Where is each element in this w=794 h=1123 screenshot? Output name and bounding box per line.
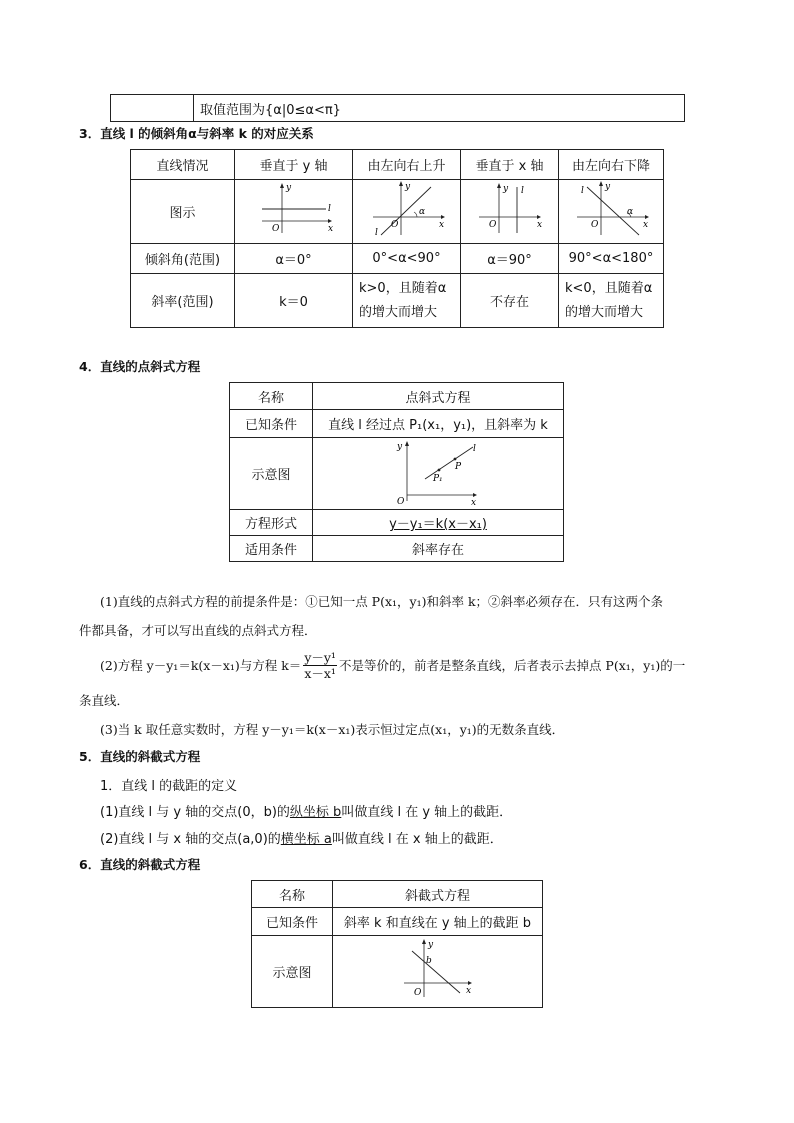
note3: (3)当 k 取任意实数时，方程 y－y₁＝k(x－x₁)表示恒过定点(x₁，y₁)的无数条直线． (100, 722, 565, 737)
svg-text:l: l (581, 185, 584, 196)
intercept-def-2-post: 叫做直线 l 在 x 轴上的截距． (331, 832, 503, 847)
slope-falling-line1: k<0，且随着α (565, 280, 653, 296)
figure-falling-line (559, 180, 664, 244)
note2-line1 (100, 650, 685, 681)
figure-row-label: 图示 (131, 180, 235, 244)
ps-applicable-value: 斜率存在 (313, 536, 564, 562)
svg-text:x: x (471, 497, 477, 505)
note2-fraction (303, 650, 337, 681)
slope-perp-y: k＝0 (235, 274, 353, 328)
angle-falling: 90°<α<180° (559, 244, 664, 274)
intercept-def-2 (100, 828, 503, 847)
svg-text:y: y (605, 181, 611, 192)
si-condition-value: 斜率 k 和直线在 y 轴上的截距 b (333, 908, 543, 936)
intercept-def-2-pre: (2)直线 l 与 x 轴的交点(a,0)的 (100, 832, 281, 847)
svg-text:x: x (465, 985, 471, 996)
header-line-situation: 直线情况 (131, 150, 235, 180)
section5-heading: 5．直线的斜截式方程 (79, 749, 201, 764)
svg-text:O: O (271, 223, 279, 234)
slope-falling-line2: 的增大而增大 (565, 304, 644, 320)
svg-text:x: x (438, 219, 444, 230)
si-name-label: 名称 (252, 881, 333, 908)
ps-name-value: 点斜式方程 (313, 383, 564, 410)
ps-form-value (313, 510, 564, 536)
ps-form-label: 方程形式 (230, 510, 313, 536)
svg-text:x: x (643, 219, 649, 230)
slope-intercept-table (251, 880, 543, 1008)
range-table (110, 94, 685, 122)
figure-horizontal-line (235, 180, 353, 244)
svg-text:l: l (327, 203, 331, 214)
note1-line2: 件都具备，才可以写出直线的点斜式方程． (79, 623, 317, 638)
svg-text:y: y (404, 181, 410, 192)
svg-text:y: y (397, 441, 403, 452)
note2-line2: 条直线． (79, 693, 130, 708)
ps-diagram (313, 438, 564, 510)
svg-text:O: O (591, 219, 599, 230)
intercept-def-1 (100, 801, 512, 820)
svg-text:x: x (327, 223, 333, 234)
svg-text:α: α (627, 206, 634, 217)
angle-perp-x: α＝90° (461, 244, 559, 274)
si-diagram (333, 936, 543, 1008)
svg-text:P₁: P₁ (433, 473, 443, 484)
note2-post: 不是等价的，前者是整条直线，后者表示去掉点 P(x₁，y₁)的一 (338, 657, 686, 673)
note2-pre: (2)方程 y－y₁＝k(x－x₁)与方程 k＝ (100, 657, 302, 673)
slope-rising-line1: k>0，且随着α (359, 280, 447, 296)
range-text: 取值范围为{α|0≤α<π} (194, 95, 685, 122)
section3-heading: 3．直线 l 的倾斜角α与斜率 k 的对应关系 (79, 126, 314, 141)
header-rising: 由左向右上升 (353, 150, 461, 180)
svg-text:l: l (374, 227, 378, 238)
slope-falling (559, 274, 664, 328)
ps-condition-label: 已知条件 (230, 410, 313, 438)
ps-form-equation: y－y₁＝k(x－x₁) (389, 517, 487, 532)
svg-text:y: y (502, 183, 508, 194)
svg-text:y: y (427, 939, 433, 950)
svg-text:P: P (455, 461, 462, 472)
svg-text:O: O (397, 496, 405, 505)
ps-condition-value: 直线 l 经过点 P₁(x₁，y₁)，且斜率为 k (313, 410, 564, 438)
slope-row-label: 斜率(范围) (131, 274, 235, 328)
svg-text:l: l (473, 443, 476, 454)
header-falling: 由左向右下降 (559, 150, 664, 180)
slope-rising (353, 274, 461, 328)
svg-text:O: O (413, 987, 421, 998)
si-diagram-label: 示意图 (252, 936, 333, 1008)
figure-rising-line (353, 180, 461, 244)
section4-heading: 4．直线的点斜式方程 (79, 359, 201, 374)
ps-name-label: 名称 (230, 383, 313, 410)
ps-diagram-label: 示意图 (230, 438, 313, 510)
section6-heading: 6．直线的斜截式方程 (79, 857, 201, 872)
header-perp-x: 垂直于 x 轴 (461, 150, 559, 180)
svg-text:O: O (390, 219, 398, 230)
angle-slope-table (130, 149, 664, 328)
si-name-value: 斜截式方程 (333, 881, 543, 908)
intercept-def-1-pre: (1)直线 l 与 y 轴的交点(0，b)的 (100, 805, 290, 820)
intercept-def-1-post: 叫做直线 l 在 y 轴上的截距． (341, 805, 513, 820)
svg-text:O: O (488, 219, 496, 230)
svg-text:y: y (285, 182, 291, 193)
note1-line1: (1)直线的点斜式方程的前提条件是：①已知一点 P(x₁，y₁)和斜率 k；②斜率必须存在．只有这两个条 (100, 594, 664, 609)
ps-applicable-label: 适用条件 (230, 536, 313, 562)
svg-text:α: α (418, 206, 425, 217)
range-table-empty-cell (111, 95, 194, 122)
point-slope-table (229, 382, 564, 562)
intercept-def-2-term: 横坐标 a (280, 832, 332, 847)
angle-rising: 0°<α<90° (353, 244, 461, 274)
intercept-def-1-term: 纵坐标 b (289, 805, 342, 820)
figure-vertical-line (461, 180, 559, 244)
svg-text:l: l (520, 185, 524, 196)
svg-text:x: x (536, 219, 542, 230)
svg-text:b: b (425, 955, 432, 966)
header-perp-y: 垂直于 y 轴 (235, 150, 353, 180)
slope-rising-line2: 的增大而增大 (359, 304, 438, 320)
angle-perp-y: α＝0° (235, 244, 353, 274)
slope-perp-x: 不存在 (461, 274, 559, 328)
si-condition-label: 已知条件 (252, 908, 333, 936)
note2-denominator: x－x¹ (304, 666, 336, 681)
angle-row-label: 倾斜角(范围) (131, 244, 235, 274)
section5-subheading: 1．直线 l 的截距的定义 (100, 779, 238, 794)
note2-numerator: y－y¹ (304, 650, 336, 665)
